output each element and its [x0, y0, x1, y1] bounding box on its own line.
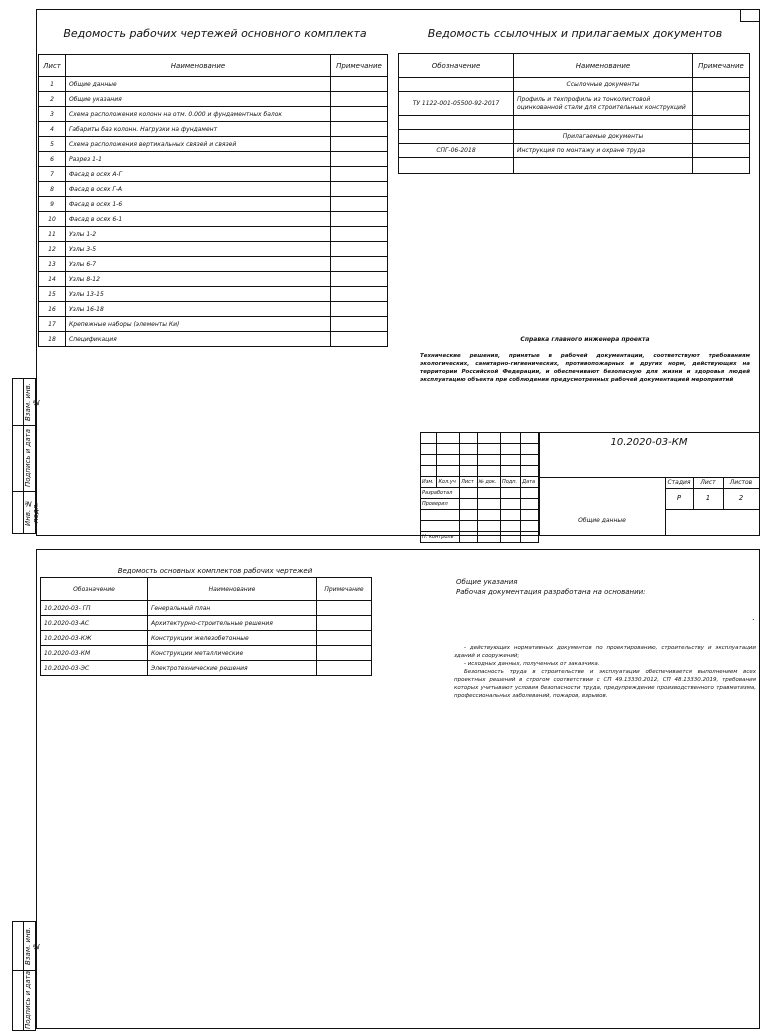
- row-drawing-name: Узлы 13-15: [66, 287, 331, 302]
- role-checker: Проверил: [421, 499, 460, 510]
- side-label-signature: Подпись и дата: [24, 429, 32, 487]
- row-note: [331, 77, 388, 92]
- side-label-signature-2: Подпись и дата: [24, 971, 32, 1029]
- kits-table: [40, 577, 372, 676]
- section-referenced: Ссылочные документы: [514, 78, 693, 92]
- table-row: [39, 212, 388, 227]
- col-note: Примечание: [331, 55, 388, 77]
- document-code: 10.2020-03-КМ: [610, 437, 688, 448]
- col-kit-name: Наименование: [148, 578, 317, 601]
- notes-basis-line: Рабочая документация разработана на основании:: [456, 588, 646, 596]
- drawings-table: [38, 54, 388, 347]
- row-kit-code: 10.2020-03-КЖ: [41, 631, 148, 646]
- drawings-table-header: [39, 55, 388, 77]
- row-drawing-name: Узлы 1-2: [66, 227, 331, 242]
- table-row: [39, 287, 388, 302]
- table-row: [39, 167, 388, 182]
- col-doc-name: Наименование: [514, 54, 693, 78]
- sheets-label: Листов: [729, 479, 753, 486]
- table-row: [39, 257, 388, 272]
- documents-list-title: Ведомость ссылочных и прилагаемых документов: [427, 27, 723, 40]
- row-note: [331, 122, 388, 137]
- col-name: Наименование: [66, 55, 331, 77]
- documents-table-header: [399, 54, 750, 78]
- row-note: [331, 167, 388, 182]
- ref-doc-name: Профиль и техпрофиль из тонколистовой оцинкованной стали для строительных конструкций: [514, 92, 693, 116]
- row-drawing-name: Фасад в осях 1-6: [66, 197, 331, 212]
- row-drawing-name: Схема расположения вертикальных связей и связей: [66, 137, 331, 152]
- table-row: [39, 242, 388, 257]
- section-attached: Прилагаемые документы: [514, 130, 693, 144]
- row-note: [331, 227, 388, 242]
- side-label-replace-2: Взам. инв. №: [24, 926, 40, 966]
- table-row: [41, 616, 372, 631]
- kits-list-title: Ведомость основных комплектов рабочих чертежей: [117, 567, 313, 575]
- table-row: [39, 107, 388, 122]
- sheet-value: 1: [705, 494, 711, 502]
- table-row: [39, 182, 388, 197]
- row-drawing-name: Узлы 8-12: [66, 272, 331, 287]
- row-kit-code: 10.2020-03- ГП: [41, 601, 148, 616]
- table-row: [39, 302, 388, 317]
- row-kit-note: [317, 616, 372, 631]
- sheets-value: 2: [738, 494, 744, 502]
- row-sheet-number: 9: [39, 197, 66, 212]
- col-kit-note: Примечание: [317, 578, 372, 601]
- row-sheet-number: 5: [39, 137, 66, 152]
- row-drawing-name: Узлы 3-5: [66, 242, 331, 257]
- notes-dot: .: [752, 613, 755, 622]
- row-sheet-number: 13: [39, 257, 66, 272]
- row-kit-note: [317, 601, 372, 616]
- row-drawing-name: Габариты баз колонн. Нагрузки на фундамент: [66, 122, 331, 137]
- notes-text: [454, 644, 756, 700]
- row-note: [331, 182, 388, 197]
- row-note: [331, 302, 388, 317]
- side-label-replace: Взам. инв. №: [24, 382, 40, 422]
- row-kit-name: Конструкции железобетонные: [148, 631, 317, 646]
- row-sheet-number: 12: [39, 242, 66, 257]
- ref-doc-code: ТУ 1122-001-05500-92-2017: [399, 92, 514, 116]
- notes-paragraph-2: - исходных данных, полученных от заказчика.: [464, 661, 600, 667]
- table-row: [39, 227, 388, 242]
- row-note: [331, 257, 388, 272]
- stage-label: Стадия: [667, 479, 691, 486]
- role-norm-control: Н. контроль: [421, 532, 460, 543]
- row-note: [331, 107, 388, 122]
- row-sheet-number: 15: [39, 287, 66, 302]
- row-drawing-name: Фасад в осях А-Г: [66, 167, 331, 182]
- row-note: [331, 152, 388, 167]
- row-note: [331, 137, 388, 152]
- row-note: [331, 242, 388, 257]
- row-kit-name: Архитектурно-строительные решения: [148, 616, 317, 631]
- table-row: [41, 646, 372, 661]
- row-sheet-number: 3: [39, 107, 66, 122]
- notes-paragraph-1: - действующих нормативных документов по проектированию, строительству и эксплуатации зданий и сооружений;: [454, 645, 756, 659]
- row-drawing-name: Общие указания: [66, 92, 331, 107]
- row-drawing-name: Спецификация: [66, 332, 331, 347]
- row-sheet-number: 11: [39, 227, 66, 242]
- row-sheet-number: 4: [39, 122, 66, 137]
- table-row: [39, 122, 388, 137]
- stamp-doc-title: Общие данные: [578, 517, 626, 524]
- sheet-1-side-strip: [12, 378, 40, 534]
- row-drawing-name: Фасад в осях 6-1: [66, 212, 331, 227]
- table-row: [41, 601, 372, 616]
- row-kit-note: [317, 661, 372, 676]
- col-code: Обозначение: [399, 54, 514, 78]
- row-kit-name: Конструкции металлические: [148, 646, 317, 661]
- revision-labels: Изм. Кол.уч Лист № док. Подп. Дата: [421, 477, 539, 488]
- row-sheet-number: 1: [39, 77, 66, 92]
- row-kit-name: Генеральный план: [148, 601, 317, 616]
- row-kit-code: 10.2020-03-КМ: [41, 646, 148, 661]
- row-sheet-number: 17: [39, 317, 66, 332]
- notes-paragraph-3: Безопасность труда в строительстве и эксплуатации обеспечивается выполнением всех проектных решений в строгом соответствии с СП 49.13330.2012, СП 48.13330.2019, требования которых учитывают условия безопасности труда, предупреждение производственного травматизма, профессиональных заболеваний, пожаров, взрывов.: [454, 669, 756, 699]
- notes-title: Общие указания: [456, 578, 518, 586]
- revision-grid: [420, 432, 539, 543]
- table-row: [39, 92, 388, 107]
- row-drawing-name: Разрез 1-1: [66, 152, 331, 167]
- table-row: [39, 197, 388, 212]
- row-sheet-number: 10: [39, 212, 66, 227]
- col-doc-note: Примечание: [693, 54, 750, 78]
- side-label-inventory: Инв. № подл.: [24, 499, 40, 526]
- table-row: [39, 272, 388, 287]
- row-note: [331, 197, 388, 212]
- row-note: [331, 332, 388, 347]
- row-sheet-number: 18: [39, 332, 66, 347]
- row-drawing-name: Узлы 16-18: [66, 302, 331, 317]
- row-note: [331, 92, 388, 107]
- row-kit-code: 10.2020-03-ЭС: [41, 661, 148, 676]
- table-row: [39, 332, 388, 347]
- table-row: [39, 317, 388, 332]
- documents-table: [398, 53, 750, 174]
- stage-value: Р: [676, 494, 682, 502]
- row-note: [331, 272, 388, 287]
- row-sheet-number: 8: [39, 182, 66, 197]
- col-sheet: Лист: [39, 55, 66, 77]
- row-sheet-number: 16: [39, 302, 66, 317]
- table-row: [39, 137, 388, 152]
- title-block: [420, 432, 760, 540]
- sheet-2-side-strip: [12, 921, 40, 1031]
- table-row: [41, 661, 372, 676]
- kits-table-header: [41, 578, 372, 601]
- sheet-label: Лист: [700, 479, 716, 486]
- row-drawing-name: Крепежные наборы (элементы Ки): [66, 317, 331, 332]
- row-drawing-name: Фасад в осях Г-А: [66, 182, 331, 197]
- table-row: [41, 631, 372, 646]
- row-sheet-number: 7: [39, 167, 66, 182]
- att-doc-name: Инструкция по монтажу и охране труда: [514, 144, 693, 158]
- row-note: [331, 212, 388, 227]
- gip-note-body: Технические решения, принятые в рабочей документации, соответствуют требованиям экологических, санитарно-гигиенических, противопожарных и других норм, действующих на территории Российской Федерации, и обеспечивают безопасную для жизни и здоровья людей эксплуатацию объекта при соблюдении предусмотренных рабочей документацией мероприятий: [420, 353, 750, 383]
- col-kit-code: Обозначение: [41, 578, 148, 601]
- drawings-list-title: Ведомость рабочих чертежей основного комплекта: [63, 27, 367, 40]
- row-note: [331, 287, 388, 302]
- table-row: [39, 77, 388, 92]
- row-kit-note: [317, 646, 372, 661]
- row-drawing-name: Узлы 6-7: [66, 257, 331, 272]
- gip-note-title: Справка главного инженера проекта: [520, 336, 650, 343]
- att-doc-code: СПГ-06-2018: [399, 144, 514, 158]
- sheet-1-corner-box: [740, 9, 760, 22]
- row-note: [331, 317, 388, 332]
- role-developer: Разработал: [421, 488, 460, 499]
- row-kit-name: Электротехнические решения: [148, 661, 317, 676]
- table-row: [39, 152, 388, 167]
- row-kit-note: [317, 631, 372, 646]
- row-sheet-number: 14: [39, 272, 66, 287]
- row-sheet-number: 2: [39, 92, 66, 107]
- row-drawing-name: Схема расположения колонн на отм. 0.000 и фундаментных балок: [66, 107, 331, 122]
- row-drawing-name: Общие данные: [66, 77, 331, 92]
- row-sheet-number: 6: [39, 152, 66, 167]
- row-kit-code: 10.2020-03-АС: [41, 616, 148, 631]
